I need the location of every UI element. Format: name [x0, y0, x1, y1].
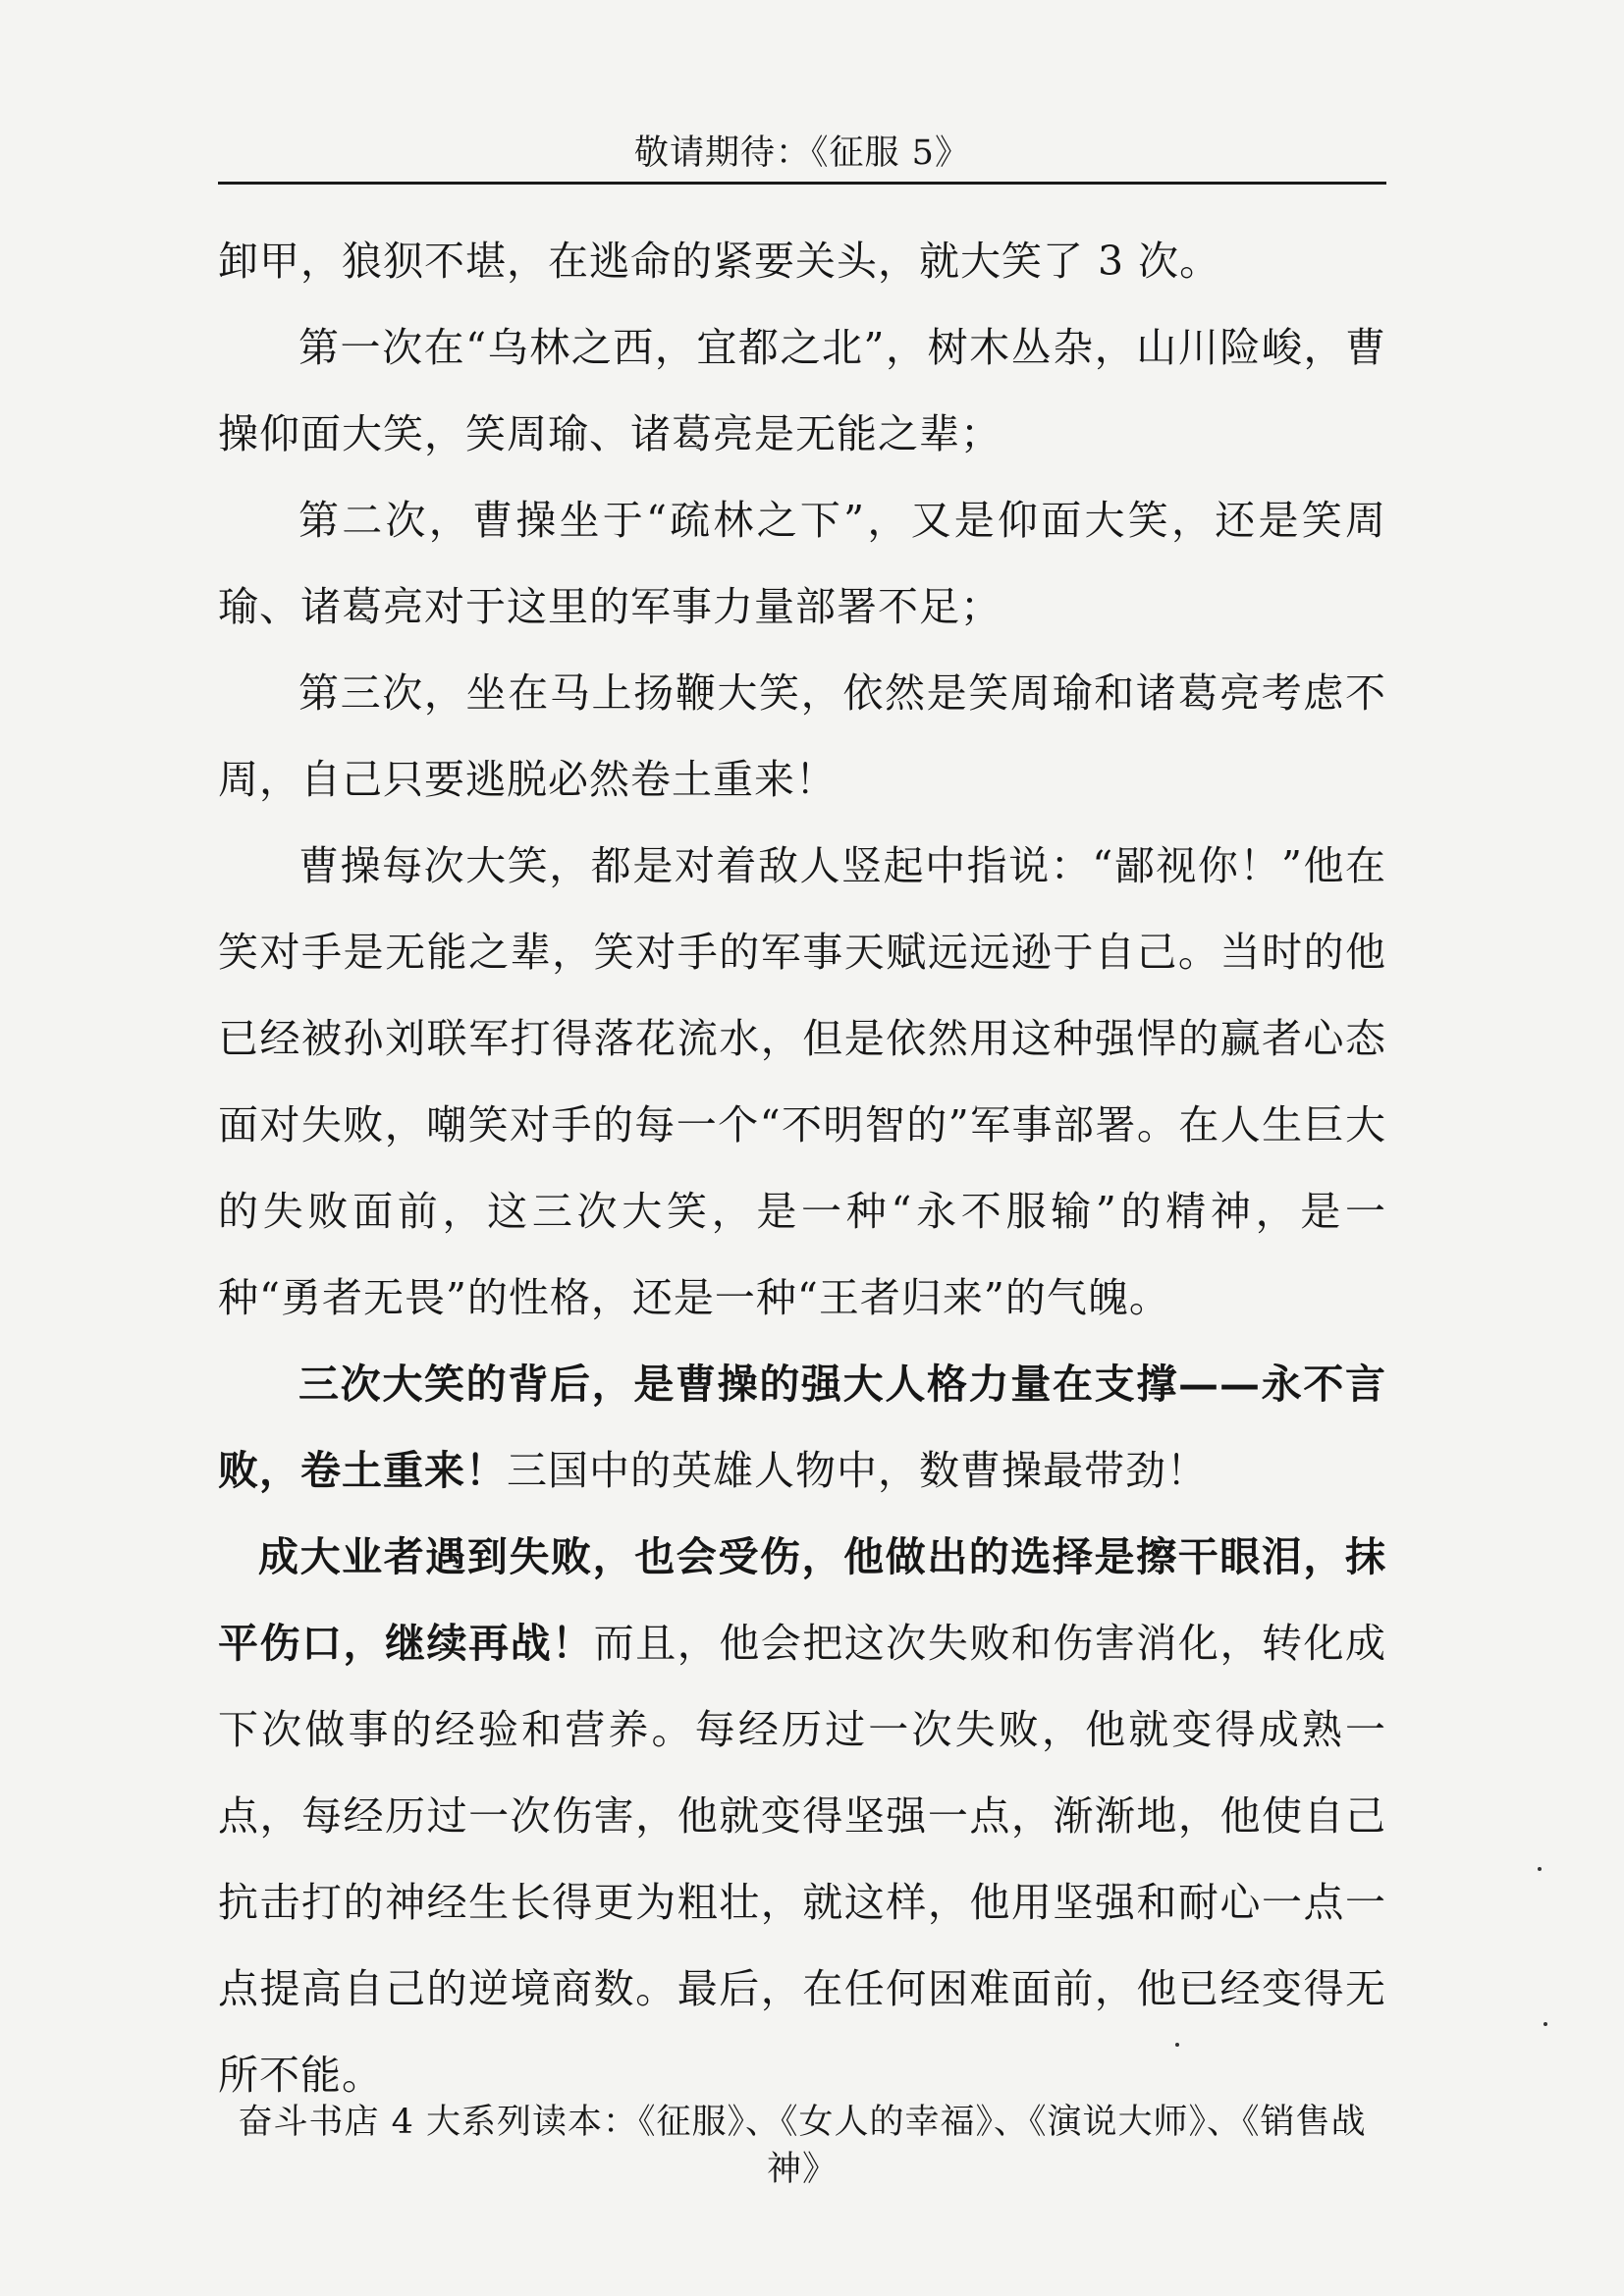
paragraph-3: 第二次，曹操坐于“疏林之下”，又是仰面大笑，还是笑周瑜、诸葛亮对于这里的军事力量部署不足； [218, 497, 1386, 630]
paragraph-7-rest: 而且，他会把这次失败和伤害消化，转化成下次做事的经验和营养。每经历过一次失败，他就变得成熟一点，每经历过一次伤害，他就变得坚强一点，渐渐地，他使自己抗击打的神经生长得更为粗壮，就这样，他用坚强和耐心一点一点提高自己的逆境商数。最后，在任何困难面前，他已经变得无所不能。 [218, 1620, 1387, 2099]
paragraph-7 [218, 1514, 1386, 2118]
paragraph-2: 第一次在“乌林之西，宜都之北”，树木丛杂，山川险峻，曹操仰面大笑，笑周瑜、诸葛亮是无能之辈； [218, 324, 1386, 457]
body-text [218, 218, 1386, 2118]
paragraph-6-bold: 三次大笑的背后，是曹操的强大人格力量在支撑——永不言败，卷土重来！ [218, 1361, 1386, 1494]
paragraph-7-bold: 成大业者遇到失败，也会受伤，他做出的选择是擦干眼泪，抹平伤口，继续再战！ [218, 1533, 1386, 1667]
paragraph-1: 卸甲，狼狈不堪，在逃命的紧要关头，就大笑了 3 次。 [218, 238, 1221, 285]
scan-speck [1543, 2022, 1547, 2026]
running-header: 敬请期待：《征服 5》 [634, 133, 970, 173]
paragraph-6-rest: 三国中的英雄人物中，数曹操最带劲！ [507, 1447, 1208, 1494]
header-rule [218, 182, 1386, 185]
paragraph-5: 曹操每次大笑，都是对着敌人竖起中指说：“鄙视你！”他在笑对手是无能之辈，笑对手的军事天赋远远逊于自己。当时的他已经被孙刘联军打得落花流水，但是依然用这种强悍的赢者心态面对失败，嘲笑对手的每一个“不明智的”军事部署。在人生巨大的失败面前，这三次大笑，是一种“永不服输”的精神，是一种“勇者无畏”的性格，还是一种“王者归来”的气魄。 [218, 842, 1386, 1321]
scan-speck [1538, 1867, 1542, 1871]
footer-series-list: 奋斗书店 4 大系列读本：《征服》、《女人的幸福》、《演说大师》、《销售战神》 [238, 2103, 1367, 2189]
paragraph-6 [218, 1341, 1386, 1514]
paragraph-4: 第三次，坐在马上扬鞭大笑，依然是笑周瑜和诸葛亮考虑不周，自己只要逃脱必然卷土重来！ [218, 669, 1386, 803]
scan-speck [1175, 2043, 1179, 2047]
